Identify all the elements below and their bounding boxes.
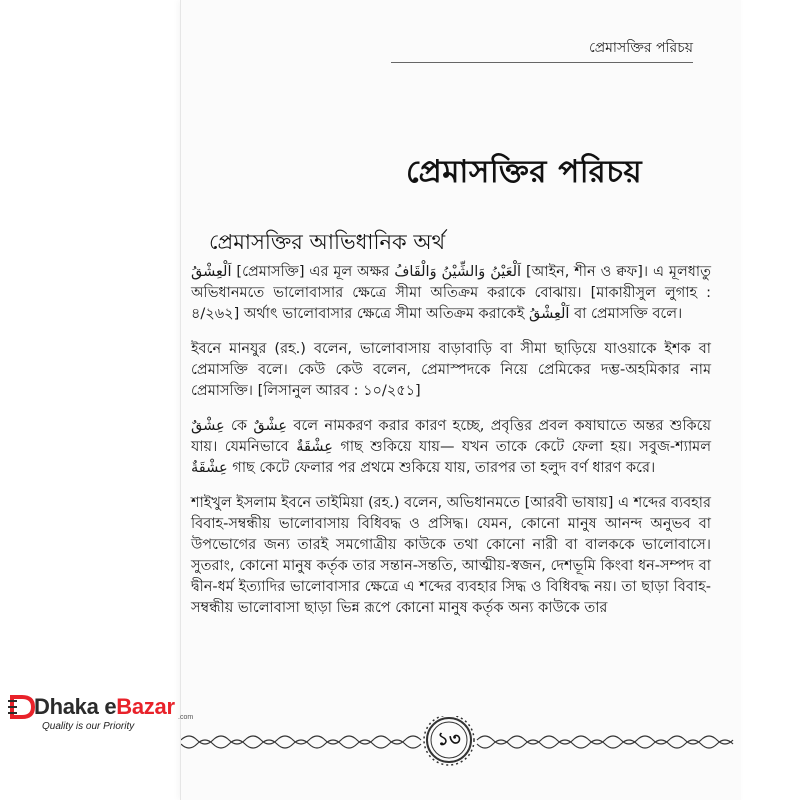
chapter-title: প্রেমাসক্তির পরিচয় [406, 154, 643, 190]
dhakaebazar-logo-icon [8, 694, 36, 720]
page-number: ১৩ [437, 728, 461, 750]
dhakaebazar-watermark [8, 690, 208, 734]
watermark-domain: .com [178, 714, 194, 721]
watermark-tagline: Quality is our Priority [42, 721, 135, 732]
body-text [191, 262, 711, 633]
paragraph: عِشْقٌ কে عِشْقٌ বলে নামকরণ করার কারণ হচ্ছে, প্রবৃত্তির প্রবল কষাঘাতে অন্তর শুকিয়ে যায়। যেমনিভাবে عِشْقَةٌ গাছ শুকিয়ে যায়— যখন তাকে কেটে ফেলা হয়। সবুজ-শ্যামল عِشْقَةٌ গাছ কেটে ফেলার পর প্রথমে শুকিয়ে যায়, তারপর তা হলুদ বর্ণ ধারণ করে। [191, 418, 712, 476]
header-rule [391, 62, 693, 63]
watermark-brand [34, 694, 175, 720]
running-head: প্রেমাসক্তির পরিচয় [589, 40, 693, 56]
paragraph: ইবনে মানযুর (রহ.) বলেন, ভালোবাসায় বাড়াবাড়ি বা সীমা ছাড়িয়ে যাওয়াকে ইশক বা প্রেমাসক্তি বলে। কেউ কেউ বলেন, প্রেমাস্পদকে নিয়ে প্রেমিকের দম্ভ-অহমিকার নাম প্রেমাসক্তি। [লিসানুল আরব : ১০/২৫১] [191, 341, 711, 399]
section-title: প্রেমাসক্তির আভিধানিক অর্থ [209, 230, 446, 254]
paragraph: اَلْعِشْقُ [প্রেমাসক্তি] এর মূল অক্ষর اَلْعَيْنُ وَالشِّيْنُ وَالْقَافُ [আইন, শীন ও ক্বফ]। এ মূলধাতু অভিধানমতে ভালোবাসার ক্ষেত্রে সীমা অতিক্রম করাকে বোঝায়। [মাকায়ীসুল লুগাহ : ৪/২৬২] অর্থাৎ ভালোবাসার ক্ষেত্রে সীমা অতিক্রম করাকেই اَلْعِشْقُ বা প্রেমাসক্তি বলে। [191, 264, 711, 322]
watermark-brand-accent: Bazar [116, 694, 175, 719]
book-page [180, 0, 741, 800]
watermark-brand-main: Dhaka e [34, 694, 117, 719]
paragraph: শাইখুল ইসলাম ইবনে তাইমিয়া (রহ.) বলেন, অভিধানমতে [আরবী ভাষায়] এ শব্দের ব্যবহার বিবাহ-সম্বন্ধীয় ভালোবাসায় বিধিবদ্ধ ও প্রসিদ্ধ। যেমন, কোনো মানুষ আনন্দ অনুভব বা উপভোগের জন্য তারই সমগোত্রীয় কাউকে তথা কোনো নারী বা বালককে ভালোবাসে। সুতরাং, কোনো মানুষ কর্তৃক তার সন্তান-সন্ততি, আত্মীয়-স্বজন, দেশভূমি কিংবা ধন-সম্পদ বা দ্বীন-ধর্ম ইত্যাদির ভালোবাসার ক্ষেত্রে এ শব্দের ব্যবহার সিদ্ধ ও বিধিবদ্ধ নয়। তা ছাড়া বিবাহ-সম্বন্ধীয় ভালোবাসা ছাড়া ভিন্ন রূপে কোনো মানুষ কর্তৃক অন্য কাউকে তার [191, 495, 711, 616]
